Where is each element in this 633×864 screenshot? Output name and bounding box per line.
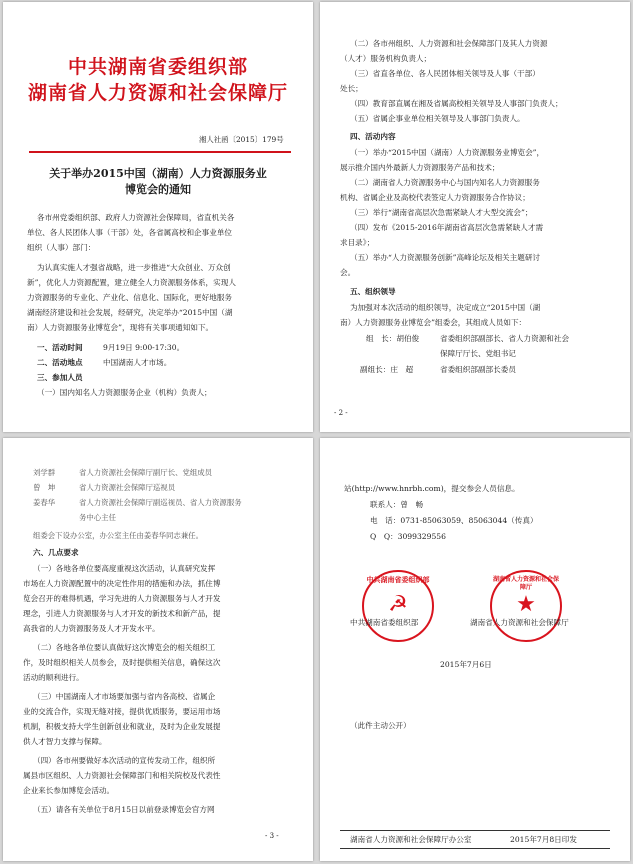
content-line: （二）湖南省人力资源服务中心与国内知名人力资源服务	[350, 178, 540, 187]
document-title-line-1: 关于举办2015中国（湖南）人力资源服务业	[49, 167, 267, 180]
body-line: 各市州党委组织部、政府人力资源社会保障局，省直机关各	[37, 213, 235, 222]
member-name: 刘学群	[33, 468, 56, 477]
org-line: 为加强对本次活动的组织领导，决定成立“2015中国（湖	[350, 303, 541, 312]
requirement-line: （一）各地各单位要高度重视这次活动，认真研究发挥	[33, 564, 216, 573]
page-number: - 2 -	[334, 409, 348, 417]
body-line: 单位、各人民团体人事（干部）处，各省属高校和企事业单位	[27, 228, 233, 237]
contact-phone: 电 话：0731-85063059、85063044（传真）	[370, 516, 538, 525]
page-4	[320, 438, 630, 861]
disclosure-note: （此件主动公开）	[350, 721, 411, 730]
section-heading: 一、活动时间	[37, 343, 83, 352]
member-title: 省人力资源社会保障厅副巡视员、省人力资源服务	[79, 498, 242, 507]
requirement-line: 高我省的人力资源服务及人才开发水平。	[23, 624, 160, 633]
content-line: 会。	[340, 268, 356, 277]
body-line: 为认真实施人才强省战略，进一步推进“大众创业、万众创	[37, 263, 231, 272]
red-divider	[29, 151, 291, 153]
signing-org-2: 湖南省人力资源和社会保障厅	[470, 618, 569, 627]
emblem-icon: ☭	[388, 592, 408, 617]
section-heading: 五、组织领导	[350, 287, 396, 296]
body-line: 组织（人事）部门：	[27, 243, 96, 252]
header-org-1: 中共湖南省委组织部	[67, 56, 248, 78]
requirement-line: 活动的顺利进行。	[23, 673, 84, 682]
seal-lettering: 湖南省人力资源和社会保障厅	[492, 576, 559, 591]
content-line: 展示推介国内外最新人力资源服务产品和技术；	[340, 163, 500, 172]
official-seal-1	[362, 570, 434, 642]
signing-date: 2015年7月6日	[440, 660, 492, 669]
section-heading: 二、活动地点	[37, 358, 83, 367]
content-line: 求目录》；	[340, 238, 375, 247]
requirement-line: （五）请各有关单位于8月15日以前登录博览会官方网	[33, 805, 215, 814]
content-line: 机构、省属企业及高校代表签定人力资源服务合作协议；	[340, 193, 530, 202]
body-line: 湖南经济建设和社会发展，经研究，决定举办“2015中国（湖	[27, 308, 233, 317]
footer-issuing-office: 湖南省人力资源和社会保障厅办公室	[350, 835, 472, 844]
page-number: - 3 -	[265, 832, 279, 840]
requirement-line: （二）各地各单位要认真做好这次博览会的相关组织工	[33, 643, 216, 652]
section-heading: 三、参加人员	[37, 373, 83, 382]
member-name: 曾 坤	[33, 483, 56, 492]
section-value: 9月19日 9:00-17:30。	[103, 343, 185, 352]
requirement-line: 机制，积极支持大学生创新创业和就业，及时为企业发展提	[23, 722, 221, 731]
deputy-title: 省委组织部副部长委员	[440, 365, 516, 374]
document-title-line-2: 博览会的通知	[125, 183, 191, 196]
footer-issue-date: 2015年7月8日印发	[510, 835, 577, 844]
header-org-2: 湖南省人力资源和社会保障厅	[27, 82, 288, 104]
requirement-line: 理念，引进人力资源服务与人才开发的新技术和新产品，提	[23, 609, 221, 618]
requirement-line: 业的交流合作，实现无缝对接，提供优质服务，要运用市场	[23, 707, 221, 716]
requirement-line: 览会召开的难得机遇，学习先进的人力资源服务与人才开发	[23, 594, 221, 603]
footer-rule-bottom	[340, 848, 610, 849]
section-heading: 六、几点要求	[33, 548, 79, 557]
content-line: （一）举办“2015中国（湖南）人力资源服务业博览会”，	[350, 148, 545, 157]
list-item: （人才）服务机构负责人；	[340, 54, 432, 63]
star-icon: ★	[516, 592, 536, 617]
requirement-line: 供人才智力支撑与保障。	[23, 737, 107, 746]
seal-lettering: 中共湖南省委组织部	[366, 575, 430, 584]
list-item: （四）教育部直属在湘及省属高校相关领导及人事部门负责人；	[350, 99, 563, 108]
member-name: 姜春华	[33, 498, 56, 507]
content-line: （五）举办“人力资源服务创新”高峰论坛及相关主题研讨	[350, 253, 541, 262]
member-title: 省人力资源社会保障厅巡视员	[79, 483, 176, 492]
page-2	[320, 2, 630, 432]
member-title: 务中心主任	[79, 513, 116, 522]
section-value: 中国湖南人才市场。	[103, 358, 172, 367]
official-seal-2	[490, 570, 562, 642]
section-heading: 四、活动内容	[350, 132, 396, 141]
list-item: （五）省属企事业单位相关领导及人事部门负责人。	[350, 114, 525, 123]
requirement-line: 属县市区组织、人力资源社会保障部门和相关院校及代表性	[23, 771, 221, 780]
member-title: 省人力资源社会保障厅副厅长、党组成员	[79, 468, 213, 477]
contact-qq: Q Q：3099329556	[370, 532, 446, 541]
page-1	[3, 2, 313, 432]
content-line: （三）举行“湖南省高层次急需紧缺人才大型交流会”；	[350, 208, 533, 217]
list-item: （二）各市州组织、人力资源和社会保障部门及其人力资源	[350, 39, 548, 48]
leader-title: 省委组织部副部长、省人力资源和社会	[440, 334, 570, 343]
requirement-line: （三）中国湖南人才市场要加强与省内各高校、省属企	[33, 692, 216, 701]
list-item: （三）省直各单位、各人民团体相关领导及人事（干部）	[350, 69, 540, 78]
document-number: 湘人社函〔2015〕179号	[199, 135, 284, 144]
website-line: 站(http://www.hnrbh.com)，提交参会人员信息。	[344, 484, 520, 493]
content-line: （四）发布《2015-2016年湖南省高层次急需紧缺人才需	[350, 223, 544, 232]
page-3	[3, 438, 313, 861]
body-line: 力资源服务的专业化、产业化、信息化、国际化，更好地服务	[27, 293, 233, 302]
body-line: 新”，优化人力资源配置，建立健全人力资源服务体系，实现人	[27, 278, 236, 287]
contact-person: 联系人：曾 畅	[370, 500, 424, 509]
list-item: （一）国内知名人力资源服务企业（机构）负责人；	[37, 388, 212, 397]
requirement-line: 作，及时组织相关人员参会，及时提供相关信息，确保这次	[23, 658, 221, 667]
requirement-line: 企业来长参加博览会活动。	[23, 786, 115, 795]
office-line: 组委会下设办公室，办公室主任由姜春华同志兼任。	[33, 531, 203, 540]
leader-role: 组 长：胡伯俊	[366, 334, 420, 343]
leader-title: 保障厅厅长、党组书记	[440, 349, 516, 358]
signing-org-1: 中共湖南省委组织部	[350, 618, 419, 627]
list-item: 处长；	[340, 84, 363, 93]
requirement-line: （四）各市州要做好本次活动的宣传发动工作，组织所	[33, 756, 216, 765]
org-line: 南）人力资源服务业博览会”组委会，其组成人员如下：	[340, 318, 527, 327]
requirement-line: 市场在人力资源配置中的决定性作用的措施和办法，抓住博	[23, 579, 221, 588]
body-line: 南）人力资源服务业博览会”，现将有关事项通知如下。	[27, 323, 214, 332]
deputy-role: 副组长：庄 超	[360, 365, 414, 374]
footer-rule-top	[340, 830, 610, 831]
